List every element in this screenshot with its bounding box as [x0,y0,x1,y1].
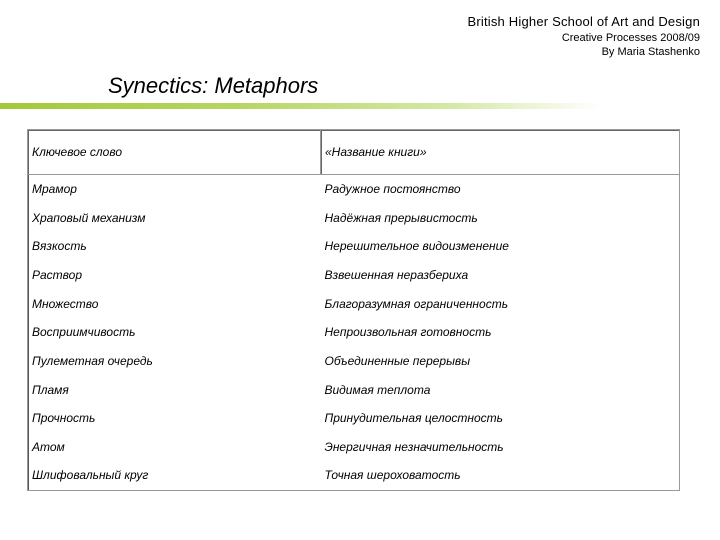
keyword-cell: Восприимчивость [32,325,136,340]
book-title-cell: Надёжная прерывистость [324,210,478,225]
book-title-cell: Нерешительное видоизменение [324,239,509,254]
book-title-cell: Энергичная незначительность [324,440,504,455]
table-row [28,433,680,462]
book-title-cell: Объединенные перерывы [324,353,471,368]
book-title-cell: Точная шероховатость [324,468,461,483]
keyword-cell: Шлифовальный круг [32,468,149,483]
keyword-cell: Пулеметная очередь [32,353,153,368]
column-header-keyword: Ключевое слово [28,130,321,175]
book-title-cell: Радужное постоянство [324,182,461,197]
keyword-cell: Храповый механизм [32,210,146,225]
keyword-cell: Мрамор [32,182,77,197]
school-name: British Higher School of Art and Design [467,14,700,29]
keyword-cell: Вязкость [32,239,87,254]
author-name: By Maria Stashenko [601,46,700,58]
table-row [28,375,680,404]
keyword-cell: Пламя [32,382,69,397]
slide-title: Synectics: Metaphors [108,73,319,98]
table-body [28,175,680,491]
book-title-cell: Благоразумная ограниченность [324,296,509,311]
book-title-cell: Непроизвольная готовность [324,325,492,340]
column-header-book-title: «Название книги» [321,130,680,175]
table-header-row [28,130,680,175]
table-row [28,261,680,290]
book-title-cell: Видимая теплота [324,382,431,397]
keyword-cell: Множество [32,296,99,311]
table-row [28,404,680,433]
keyword-cell: Раствор [32,267,83,282]
table-row [28,175,680,204]
table-row [28,461,680,490]
table-row [28,347,680,376]
course-name: Creative Processes 2008/09 [561,32,700,44]
book-title-cell: Принудительная целостность [324,411,503,426]
book-title-cell: Взвешенная неразбериха [324,267,469,282]
metaphors-table [27,129,680,491]
table-row [28,318,680,347]
accent-bar [0,103,600,109]
table-row [28,203,680,232]
table-row [28,232,680,261]
keyword-cell: Прочность [32,411,96,426]
keyword-cell: Атом [32,440,65,455]
table-row [28,289,680,318]
